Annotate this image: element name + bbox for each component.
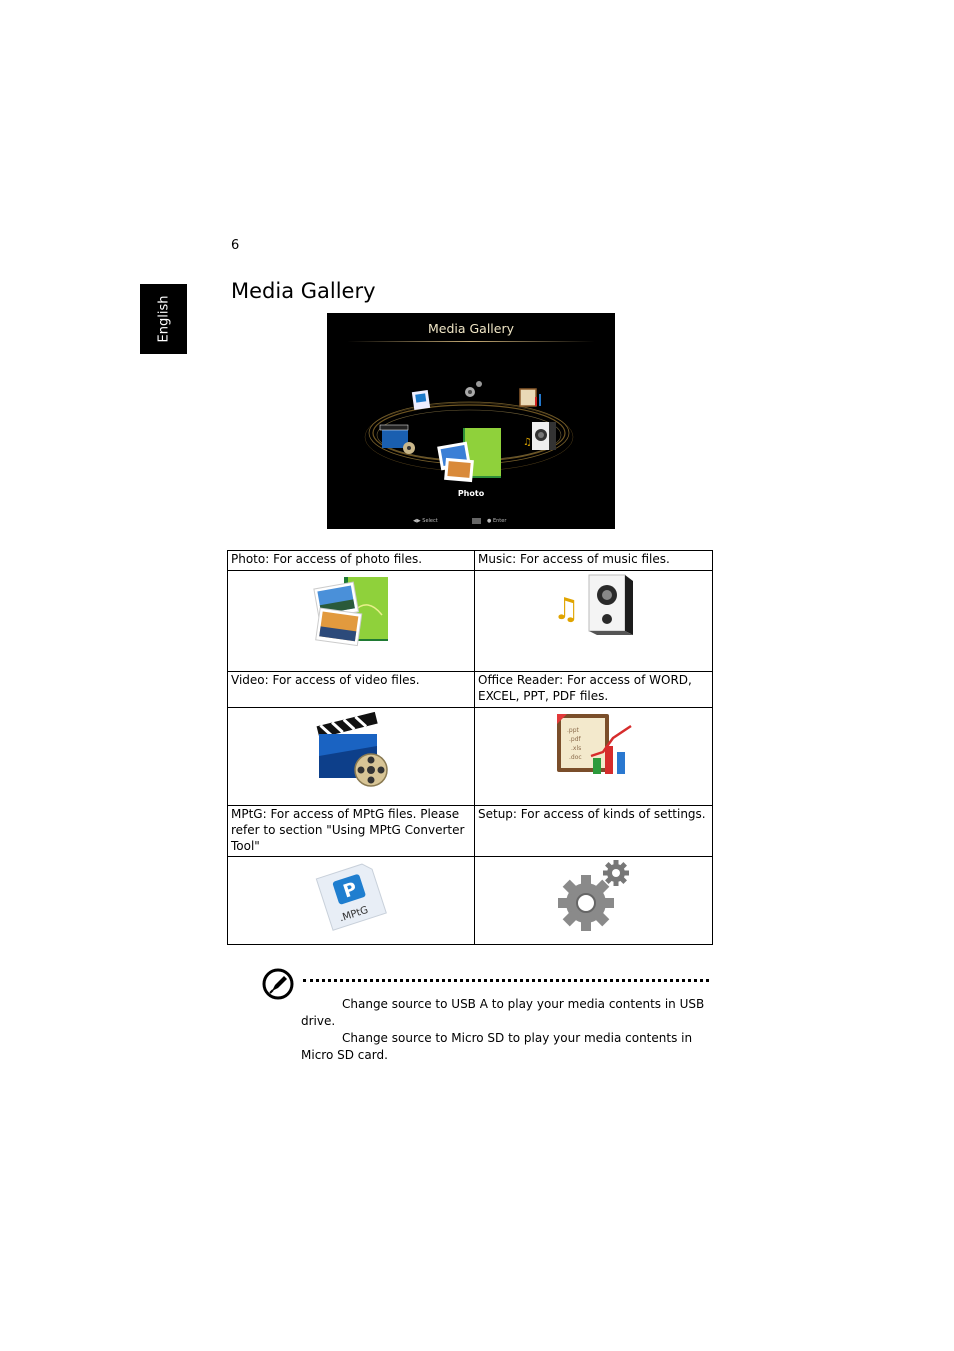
hint-enter <box>487 518 506 524</box>
office-label-xls: .xls <box>570 745 581 752</box>
selected-item-label: Photo <box>457 489 485 498</box>
photo-cell <box>228 571 475 672</box>
music-description: Music: For access of music files. <box>475 551 713 571</box>
page-number: 6 <box>231 238 240 253</box>
hint-select <box>413 518 438 524</box>
table-row <box>228 806 713 857</box>
music-icon-small <box>523 422 556 450</box>
setup-cell <box>475 857 713 945</box>
office-cell <box>475 708 713 806</box>
arrow-keys-icon: ◀▶ <box>413 518 421 524</box>
video-cell <box>228 708 475 806</box>
photo-icon-large <box>437 428 501 482</box>
table-row <box>228 672 713 708</box>
note-line-microsd: Change source to Micro SD to play your media contents in Micro SD card. <box>301 1031 693 1062</box>
gear-icon-small <box>465 381 482 397</box>
mptg-file-label: .MPtG <box>338 904 370 925</box>
hint-enter-label: Enter <box>492 518 507 524</box>
gear-icon <box>556 857 632 933</box>
screen-title: Media Gallery <box>427 321 515 336</box>
music-icon <box>551 571 637 637</box>
music-cell <box>475 571 713 672</box>
language-tab <box>140 284 187 354</box>
note-icon <box>261 967 295 1001</box>
office-label-ppt: .ppt <box>566 727 579 734</box>
table-row <box>228 708 713 806</box>
table-row <box>228 551 713 571</box>
svg-text:♫: ♫ <box>552 592 580 627</box>
feature-table <box>227 550 713 945</box>
office-label-pdf: .pdf <box>568 736 581 743</box>
office-reader-icon <box>551 708 637 780</box>
note-text <box>301 996 706 1064</box>
photo-description: Photo: For access of photo files. <box>228 551 475 571</box>
mptg-icon <box>309 857 393 933</box>
office-label-doc: .doc <box>568 754 582 761</box>
office-description: Office Reader: For access of WORD, EXCEL, PPT, PDF files. <box>475 672 713 708</box>
photo-icon <box>310 571 392 649</box>
page-title: Media Gallery <box>231 279 376 303</box>
video-icon <box>311 708 391 788</box>
note-divider <box>303 979 709 982</box>
table-row <box>228 857 713 945</box>
setup-description: Setup: For access of kinds of settings. <box>475 806 713 857</box>
language-tab-label: English <box>156 295 171 343</box>
note-line-usb: Change source to USB A to play your media contents in USB drive. <box>301 997 705 1028</box>
ok-button-icon: ● <box>487 518 492 524</box>
mptg-description: MPtG: For access of MPtG files. Please refer to section "Using MPtG Converter Tool" <box>228 806 475 857</box>
screen-title-underline <box>347 341 595 342</box>
video-description: Video: For access of video files. <box>228 672 475 708</box>
office-icon-small <box>520 389 541 406</box>
media-gallery-screenshot <box>327 313 615 529</box>
svg-text:♫: ♫ <box>523 437 532 448</box>
enter-key-icon <box>472 518 481 524</box>
mptg-icon-small <box>412 390 430 410</box>
mptg-cell <box>228 857 475 945</box>
hint-select-label: Select <box>422 518 438 524</box>
table-row <box>228 571 713 672</box>
svg-text:P: P <box>340 878 360 903</box>
